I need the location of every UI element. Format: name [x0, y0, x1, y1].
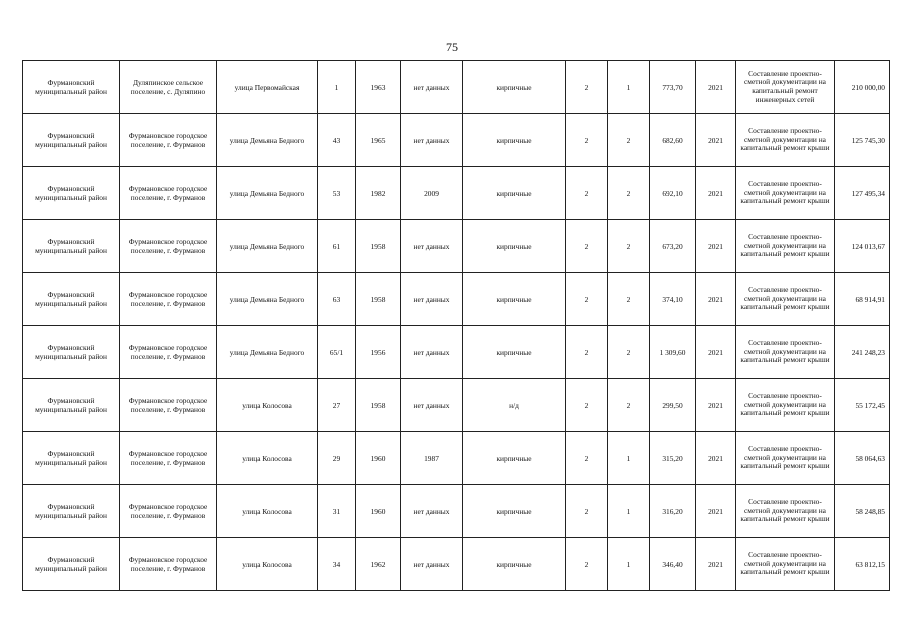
cost-cell: 125 745,30 [835, 114, 890, 167]
area-cell: 346,40 [650, 538, 696, 591]
settlement-cell: Фурмановское городское поселение, г. Фурманов [120, 379, 217, 432]
year-built-cell: 1960 [356, 485, 401, 538]
municipality-cell: Фурмановский муниципальный район [23, 220, 120, 273]
year-built-cell: 1956 [356, 326, 401, 379]
floors-cell: 2 [566, 326, 608, 379]
year-renovated-cell: нет данных [401, 273, 463, 326]
street-cell: улица Первомайская [217, 61, 318, 114]
street-cell: улица Колосова [217, 432, 318, 485]
plan-year-cell: 2021 [696, 485, 736, 538]
street-cell: улица Демьяна Бедного [217, 167, 318, 220]
municipality-cell: Фурмановский муниципальный район [23, 432, 120, 485]
table-row [23, 326, 890, 379]
floors-cell: 2 [566, 379, 608, 432]
street-cell: улица Демьяна Бедного [217, 220, 318, 273]
area-cell: 692,10 [650, 167, 696, 220]
work-type-cell: Составление проектно-сметной документации на капитальный ремонт крыши [736, 273, 835, 326]
house-number-cell: 27 [318, 379, 356, 432]
cost-cell: 68 914,91 [835, 273, 890, 326]
page-number: 75 [446, 40, 458, 54]
floors-cell: 2 [566, 167, 608, 220]
registry-table [22, 60, 890, 591]
entrances-cell: 1 [608, 432, 650, 485]
wall-material-cell: н/д [463, 379, 566, 432]
house-number-cell: 43 [318, 114, 356, 167]
year-renovated-cell: нет данных [401, 326, 463, 379]
floors-cell: 2 [566, 432, 608, 485]
year-built-cell: 1958 [356, 220, 401, 273]
wall-material-cell: кирпичные [463, 326, 566, 379]
table-row [23, 114, 890, 167]
wall-material-cell: кирпичные [463, 485, 566, 538]
year-renovated-cell: нет данных [401, 485, 463, 538]
year-renovated-cell: нет данных [401, 379, 463, 432]
entrances-cell: 1 [608, 61, 650, 114]
street-cell: улица Колосова [217, 538, 318, 591]
area-cell: 773,70 [650, 61, 696, 114]
cost-cell: 210 000,00 [835, 61, 890, 114]
cost-cell: 124 013,67 [835, 220, 890, 273]
house-number-cell: 53 [318, 167, 356, 220]
work-type-cell: Составление проектно-сметной документации на капитальный ремонт крыши [736, 220, 835, 273]
entrances-cell: 2 [608, 167, 650, 220]
year-built-cell: 1960 [356, 432, 401, 485]
municipality-cell: Фурмановский муниципальный район [23, 114, 120, 167]
house-number-cell: 31 [318, 485, 356, 538]
year-renovated-cell: нет данных [401, 538, 463, 591]
wall-material-cell: кирпичные [463, 61, 566, 114]
plan-year-cell: 2021 [696, 379, 736, 432]
area-cell: 682,60 [650, 114, 696, 167]
settlement-cell: Фурмановское городское поселение, г. Фурманов [120, 114, 217, 167]
floors-cell: 2 [566, 114, 608, 167]
year-renovated-cell: нет данных [401, 61, 463, 114]
street-cell: улица Демьяна Бедного [217, 326, 318, 379]
area-cell: 374,10 [650, 273, 696, 326]
municipality-cell: Фурмановский муниципальный район [23, 326, 120, 379]
municipality-cell: Фурмановский муниципальный район [23, 273, 120, 326]
municipality-cell: Фурмановский муниципальный район [23, 538, 120, 591]
work-type-cell: Составление проектно-сметной документации на капитальный ремонт инженерных сетей [736, 61, 835, 114]
year-built-cell: 1965 [356, 114, 401, 167]
street-cell: улица Колосова [217, 379, 318, 432]
table-row [23, 485, 890, 538]
wall-material-cell: кирпичные [463, 220, 566, 273]
year-built-cell: 1963 [356, 61, 401, 114]
entrances-cell: 2 [608, 220, 650, 273]
settlement-cell: Фурмановское городское поселение, г. Фурманов [120, 432, 217, 485]
municipality-cell: Фурмановский муниципальный район [23, 61, 120, 114]
work-type-cell: Составление проектно-сметной документации на капитальный ремонт крыши [736, 485, 835, 538]
settlement-cell: Дуляпинское сельское поселение, с. Дуляпино [120, 61, 217, 114]
plan-year-cell: 2021 [696, 114, 736, 167]
cost-cell: 55 172,45 [835, 379, 890, 432]
wall-material-cell: кирпичные [463, 538, 566, 591]
year-renovated-cell: 2009 [401, 167, 463, 220]
plan-year-cell: 2021 [696, 273, 736, 326]
plan-year-cell: 2021 [696, 61, 736, 114]
municipality-cell: Фурмановский муниципальный район [23, 379, 120, 432]
wall-material-cell: кирпичные [463, 273, 566, 326]
year-built-cell: 1958 [356, 273, 401, 326]
area-cell: 1 309,60 [650, 326, 696, 379]
floors-cell: 2 [566, 61, 608, 114]
year-renovated-cell: нет данных [401, 220, 463, 273]
house-number-cell: 29 [318, 432, 356, 485]
settlement-cell: Фурмановское городское поселение, г. Фурманов [120, 273, 217, 326]
settlement-cell: Фурмановское городское поселение, г. Фурманов [120, 485, 217, 538]
year-renovated-cell: 1987 [401, 432, 463, 485]
work-type-cell: Составление проектно-сметной документации на капитальный ремонт крыши [736, 326, 835, 379]
year-built-cell: 1982 [356, 167, 401, 220]
table-row [23, 432, 890, 485]
work-type-cell: Составление проектно-сметной документации на капитальный ремонт крыши [736, 432, 835, 485]
work-type-cell: Составление проектно-сметной документации на капитальный ремонт крыши [736, 538, 835, 591]
settlement-cell: Фурмановское городское поселение, г. Фурманов [120, 538, 217, 591]
cost-cell: 58 064,63 [835, 432, 890, 485]
table-row [23, 273, 890, 326]
wall-material-cell: кирпичные [463, 432, 566, 485]
area-cell: 299,50 [650, 379, 696, 432]
table-body [23, 61, 890, 591]
house-number-cell: 34 [318, 538, 356, 591]
cost-cell: 241 248,23 [835, 326, 890, 379]
table-row [23, 379, 890, 432]
cost-cell: 63 812,15 [835, 538, 890, 591]
area-cell: 316,20 [650, 485, 696, 538]
plan-year-cell: 2021 [696, 167, 736, 220]
table-row [23, 220, 890, 273]
street-cell: улица Демьяна Бедного [217, 114, 318, 167]
area-cell: 673,20 [650, 220, 696, 273]
work-type-cell: Составление проектно-сметной документации на капитальный ремонт крыши [736, 114, 835, 167]
street-cell: улица Колосова [217, 485, 318, 538]
area-cell: 315,20 [650, 432, 696, 485]
year-built-cell: 1958 [356, 379, 401, 432]
entrances-cell: 2 [608, 326, 650, 379]
floors-cell: 2 [566, 538, 608, 591]
municipality-cell: Фурмановский муниципальный район [23, 485, 120, 538]
house-number-cell: 1 [318, 61, 356, 114]
cost-cell: 58 248,85 [835, 485, 890, 538]
cost-cell: 127 495,34 [835, 167, 890, 220]
plan-year-cell: 2021 [696, 326, 736, 379]
settlement-cell: Фурмановское городское поселение, г. Фурманов [120, 220, 217, 273]
floors-cell: 2 [566, 485, 608, 538]
wall-material-cell: кирпичные [463, 114, 566, 167]
entrances-cell: 2 [608, 114, 650, 167]
table-row [23, 167, 890, 220]
street-cell: улица Демьяна Бедного [217, 273, 318, 326]
work-type-cell: Составление проектно-сметной документации на капитальный ремонт крыши [736, 167, 835, 220]
work-type-cell: Составление проектно-сметной документации на капитальный ремонт крыши [736, 379, 835, 432]
municipality-cell: Фурмановский муниципальный район [23, 167, 120, 220]
year-renovated-cell: нет данных [401, 114, 463, 167]
entrances-cell: 2 [608, 379, 650, 432]
entrances-cell: 2 [608, 273, 650, 326]
table-row [23, 61, 890, 114]
floors-cell: 2 [566, 220, 608, 273]
house-number-cell: 63 [318, 273, 356, 326]
entrances-cell: 1 [608, 485, 650, 538]
floors-cell: 2 [566, 273, 608, 326]
house-number-cell: 65/1 [318, 326, 356, 379]
table-row [23, 538, 890, 591]
house-number-cell: 61 [318, 220, 356, 273]
settlement-cell: Фурмановское городское поселение, г. Фурманов [120, 326, 217, 379]
settlement-cell: Фурмановское городское поселение, г. Фурманов [120, 167, 217, 220]
plan-year-cell: 2021 [696, 538, 736, 591]
year-built-cell: 1962 [356, 538, 401, 591]
plan-year-cell: 2021 [696, 220, 736, 273]
wall-material-cell: кирпичные [463, 167, 566, 220]
entrances-cell: 1 [608, 538, 650, 591]
plan-year-cell: 2021 [696, 432, 736, 485]
